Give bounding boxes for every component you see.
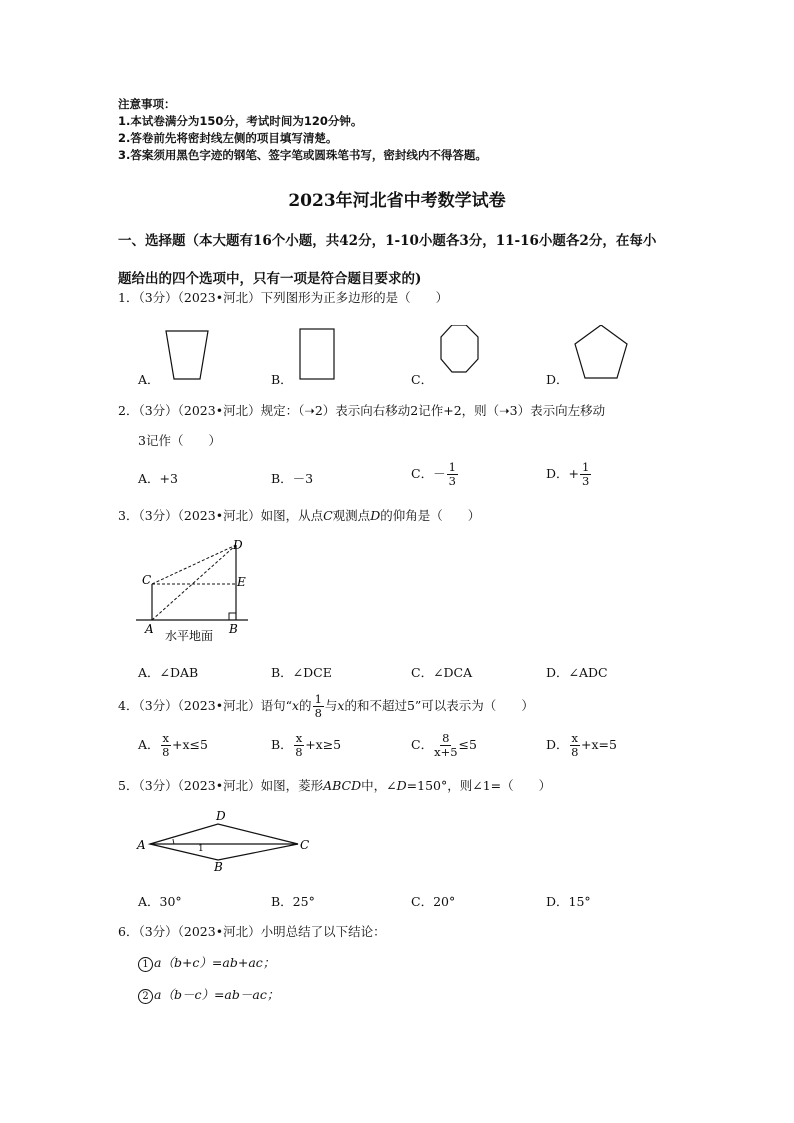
q5-option-a: A．30° [138,894,182,909]
question-2-line-2: 3记作（ ） [138,433,221,448]
q1-option-c: C． [411,372,434,387]
notice-line: 2.答卷前先将密封线左侧的项目填写清楚。 [118,131,338,145]
question-3: 3．（3分）（2023•河北）如图，从点C观测点D的仰角是（ ） [118,508,481,523]
q3-option-d: D．∠ADC [546,665,608,680]
q3-option-c: C．∠DCA [411,665,473,680]
q1-option-b: B． [271,372,293,387]
q5-option-b: B．25° [271,894,315,909]
label-d: D [233,538,243,552]
q4-option-d: D． $\frac{x}{8}$ +x=5 [546,731,617,759]
q6-item-2: 2 a（b－c）=ab－ac； [138,986,279,1004]
label-b: B [229,622,238,636]
q5-option-c: C．20° [411,894,456,909]
notice-line: 3.答案须用黑色字迹的钢笔、签字笔或圆珠笔书写，密封线内不得答题。 [118,148,487,162]
notice [118,96,487,164]
label-c: C [142,573,152,587]
q4-option-a: A． $\frac{x}{8}$ +x≤5 [138,731,208,759]
q2-option-b: B．－3 [271,471,314,486]
label-a: A [137,838,146,852]
q2-option-c: C．－ $\frac{1}{3}$ [411,460,456,488]
q5-option-d: D．15° [546,894,591,909]
fraction: $\frac{x}{8}$ [162,731,170,759]
irregular-octagon-shape [441,325,478,372]
fraction: $\frac{1}{3}$ [448,460,456,488]
q1-option-a: A． [138,372,160,387]
q3-option-a: A．∠DAB [138,665,199,680]
q1-option-d: D． [546,372,569,387]
question-4: 4．（3分）（2023•河北）语句“x的 $\frac{1}{8}$ 与x的和不超过5”可以表示为（ ） [118,692,534,720]
rectangle-shape [300,329,334,379]
fraction: $\frac{x}{8}$ [295,731,303,759]
label-angle-1: 1 [198,844,204,854]
q4-option-b: B． $\frac{x}{8}$ +x≥5 [271,731,342,759]
notice-line: 1.本试卷满分为150分，考试时间为120分钟。 [118,114,363,128]
q2-option-a: A．+3 [138,471,178,486]
label-ground: 水平地面 [165,629,214,643]
trapezoid-shape [166,331,208,379]
notice-heading: 注意事项： [118,97,176,111]
page-title: 2023年河北省中考数学试卷 [288,191,506,211]
q3-figure [132,536,262,648]
fraction: $\frac{x}{8}$ [571,731,579,759]
q4-option-c: C． $\frac{8}{x+5}$ ≤5 [411,731,477,759]
q5-figure [132,806,322,874]
label-d: D [216,809,226,823]
label-c: C [300,838,310,852]
section-line: 题给出的四个选项中，只有一项是符合题目要求的) [118,271,422,287]
label-e: E [237,575,246,589]
question-5: 5．（3分）（2023•河北）如图，菱形ABCD中，∠D=150°，则∠1=（ ） [118,778,552,793]
section-heading [118,222,678,298]
q6-item-1: 1 a（b+c）=ab+ac； [138,954,275,972]
fraction: $\frac{8}{x+5}$ [434,731,458,759]
q3-option-b: B．∠DCE [271,665,332,680]
question-6: 6．（3分）（2023•河北）小明总结了以下结论： [118,924,386,939]
fraction: $\frac{1}{3}$ [582,460,590,488]
question-2-line-1: 2．（3分）（2023•河北）规定：（➝2）表示向右移动2记作+2，则（➝3）表示向左移动 [118,403,606,418]
fraction: $\frac{1}{8}$ [314,692,322,720]
circled-number: 1 [138,957,153,972]
regular-pentagon-shape [575,325,627,378]
label-b: B [214,860,223,874]
circled-number: 2 [138,989,153,1004]
section-line: 一、选择题（本大题有16个小题，共42分，1-10小题各3分，11-16小题各2分，在每小 [118,233,657,249]
q2-option-d: D．+ $\frac{1}{3}$ [546,460,590,488]
question-1: 1．（3分）（2023•河北）下列图形为正多边形的是（ ） [118,290,449,305]
label-a: A [145,622,154,636]
